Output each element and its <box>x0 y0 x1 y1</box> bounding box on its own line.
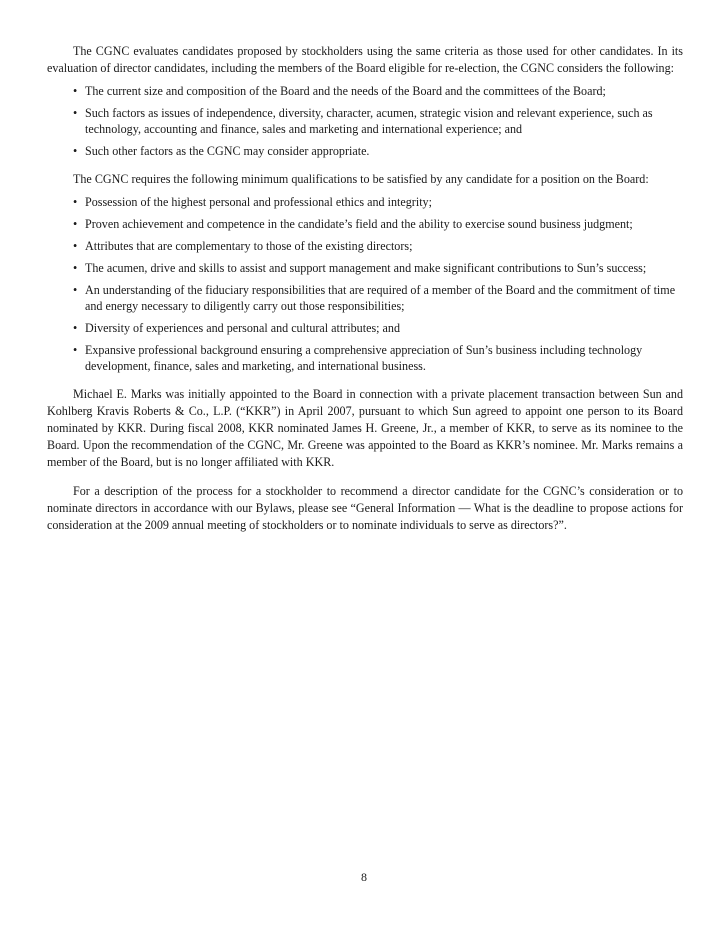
process-paragraph: For a description of the process for a stockholder to recommend a director candidate for the CGNC’s consideration or to nominate directors in accordance with our Bylaws, please see “General Information — What is the deadline to propose actions for consideration at the 2009 annual meeting of stockholders or to nominate individuals to serve as directors?”. <box>47 484 683 532</box>
list-item-text: Expansive professional background ensuring a comprehensive appreciation of Sun’s business including technology development, finance, sales and marketing, and international business. <box>85 343 643 373</box>
qualifications-intro: The CGNC requires the following minimum qualifications to be satisfied by any candidate for a position on the Board: <box>73 172 649 186</box>
marks-paragraph: Michael E. Marks was initially appointed to the Board in connection with a private placement transaction between Sun and Kohlberg Kravis Roberts & Co., L.P. (“KKR”) in April 2007, pursuant to which Sun agreed to appoint one person to its Board nominated by KKR. During fiscal 2008, KKR nominated James H. Greene, Jr., a member of KKR, to serve as its nominee to the Board. Upon the recommendation of the CGNC, Mr. Greene was appointed to the Board as KKR’s nominee. Mr. Marks remains a member of the Board, but is no longer affiliated with KKR. <box>47 387 683 469</box>
list-item-text: An understanding of the fiduciary responsibilities that are required of a member of the Board and the commitment of time and energy necessary to diligently carry out those responsibilities; <box>85 283 676 313</box>
list-item-text: Such other factors as the CGNC may consider appropriate. <box>85 144 370 158</box>
bullet-icon: • <box>73 261 78 275</box>
list-item-text: The acumen, drive and skills to assist and support management and make significant contributions to Sun’s success; <box>85 261 647 275</box>
list-item <box>73 194 683 210</box>
list-item <box>73 260 683 276</box>
qualifications-list <box>47 194 683 374</box>
page-number: 8 <box>361 870 367 884</box>
bullet-icon: • <box>73 283 78 297</box>
list-item-text: Possession of the highest personal and professional ethics and integrity; <box>85 195 432 209</box>
bullet-icon: • <box>73 343 78 357</box>
list-item <box>73 105 683 137</box>
list-item <box>73 282 683 314</box>
bullet-icon: • <box>73 217 78 231</box>
list-item-text: The current size and composition of the Board and the needs of the Board and the committees of the Board; <box>85 84 606 98</box>
list-item-text: Attributes that are complementary to those of the existing directors; <box>85 239 413 253</box>
list-item <box>73 216 683 232</box>
list-item-text: Such factors as issues of independence, diversity, character, acumen, strategic vision and relevant experience, such as technology, accounting and finance, sales and marketing and international experience; and <box>85 106 653 136</box>
bullet-icon: • <box>73 106 78 120</box>
bullet-icon: • <box>73 239 78 253</box>
document-body <box>47 43 683 539</box>
list-item-text: Proven achievement and competence in the candidate’s field and the ability to exercise sound business judgment; <box>85 217 633 231</box>
intro-paragraph: The CGNC evaluates candidates proposed by stockholders using the same criteria as those used for other candidates. In its evaluation of director candidates, including the members of the Board eligible for re-election, the CGNC considers the following: <box>47 44 683 75</box>
bullet-icon: • <box>73 84 78 98</box>
list-item <box>73 342 683 374</box>
considerations-list <box>47 83 683 159</box>
bullet-icon: • <box>73 321 78 335</box>
list-item <box>73 238 683 254</box>
list-item <box>73 320 683 336</box>
list-item-text: Diversity of experiences and personal and cultural attributes; and <box>85 321 400 335</box>
bullet-icon: • <box>73 195 78 209</box>
bullet-icon: • <box>73 144 78 158</box>
list-item <box>73 83 683 99</box>
list-item <box>73 143 683 159</box>
